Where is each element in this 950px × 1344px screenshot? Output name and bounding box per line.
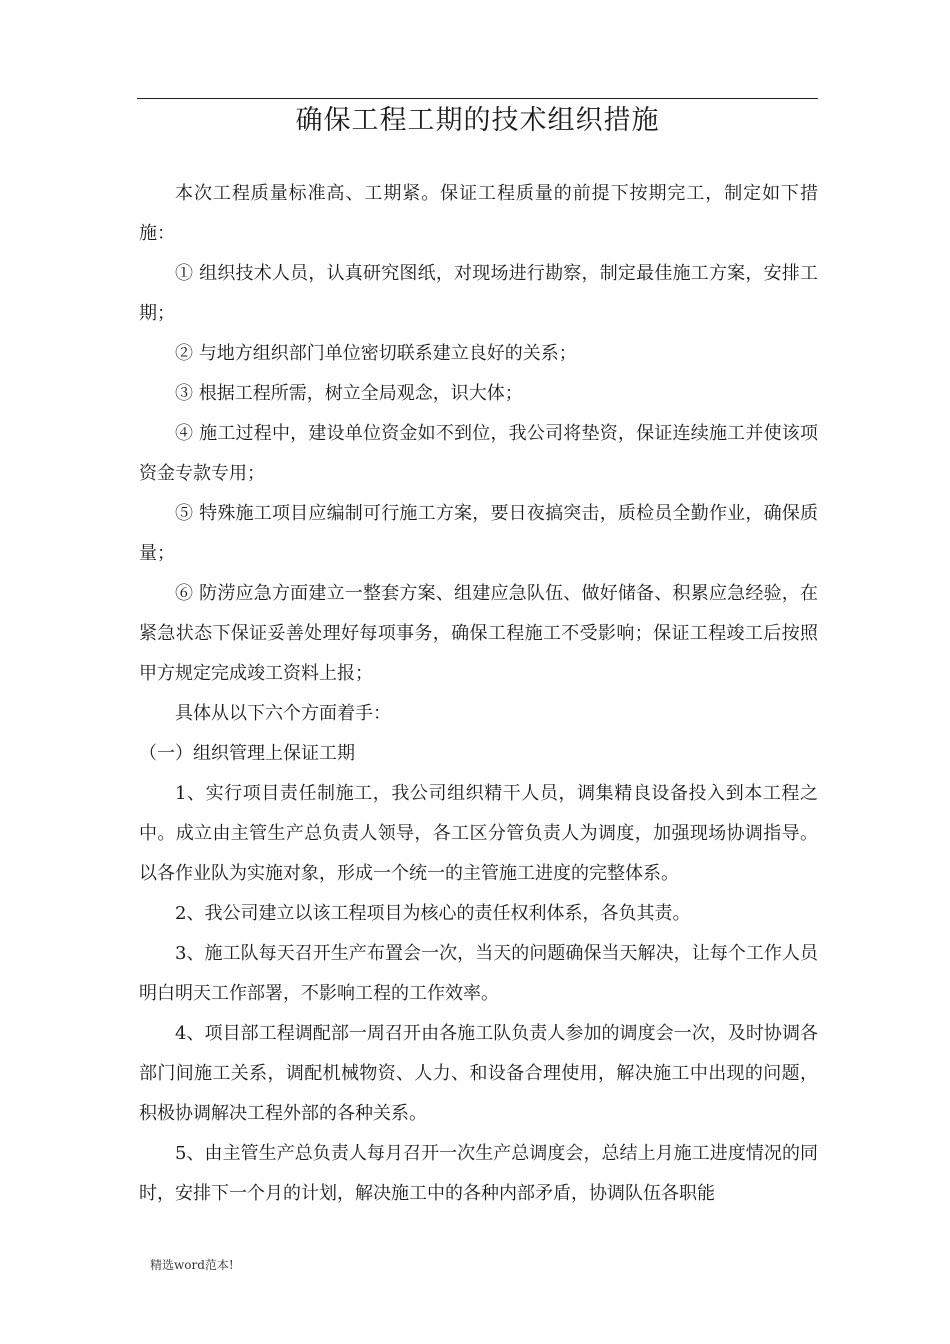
measure-item-1: ① 组织技术人员，认真研究图纸，对现场进行勘察，制定最佳施工方案，安排工期； (139, 263, 818, 324)
page-footer: 精选word范本! (150, 1258, 234, 1272)
measure-item-6: ⑥ 防涝应急方面建立一整套方案、组建应急队伍、做好储备、积累应急经验，在紧急状态下保证妥善处理好每项事务，确保工程施工不受影响；保证工程竣工后按照甲方规定完成竣工资料上报； (139, 583, 818, 684)
intro-paragraph: 本次工程质量标准高、工期紧。保证工程质量的前提下按期完工，制定如下措施： (139, 183, 818, 244)
numbered-item-4: 4、项目部工程调配部一周召开由各施工队负责人参加的调度会一次，及时协调各部门间施工关系，调配机械物资、人力、和设备合理使用，解决施工中出现的问题，积极协调解决工程外部的各种关系。 (139, 1023, 818, 1124)
numbered-item-5: 5、由主管生产总负责人每月召开一次生产总调度会，总结上月施工进度情况的同时，安排下一个月的计划，解决施工中的各种内部矛盾，协调队伍各职能 (139, 1143, 818, 1204)
header-rule (137, 98, 818, 99)
measure-item-3: ③ 根据工程所需，树立全局观念，识大体； (175, 383, 523, 404)
numbered-item-3: 3、施工队每天召开生产布置会一次，当天的问题确保当天解决，让每个工作人员明白明天工作部署，不影响工程的工作效率。 (139, 943, 818, 1004)
document-title: 确保工程工期的技术组织措施 (295, 105, 660, 136)
measure-item-2: ② 与地方组织部门单位密切联系建立良好的关系； (175, 343, 577, 364)
numbered-item-1: 1、实行项目责任制施工，我公司组织精干人员，调集精良设备投入到本工程之中。成立由主管生产总负责人领导，各工区分管负责人为调度，加强现场协调指导。以各作业队为实施对象，形成一个统一的主管施工进度的完整体系。 (139, 783, 818, 884)
section-heading: （一）组织管理上保证工期 (139, 743, 355, 764)
numbered-item-2: 2、我公司建立以该工程项目为核心的责任权利体系，各负其责。 (175, 903, 691, 924)
measure-item-5: ⑤ 特殊施工项目应编制可行施工方案，要日夜搞突击，质检员全勤作业，确保质量； (139, 503, 818, 564)
measure-item-4: ④ 施工过程中，建设单位资金如不到位，我公司将垫资，保证连续施工并使该项资金专款专用； (139, 423, 818, 484)
document-body (139, 174, 818, 1214)
aspects-intro: 具体从以下六个方面着手： (175, 703, 391, 724)
